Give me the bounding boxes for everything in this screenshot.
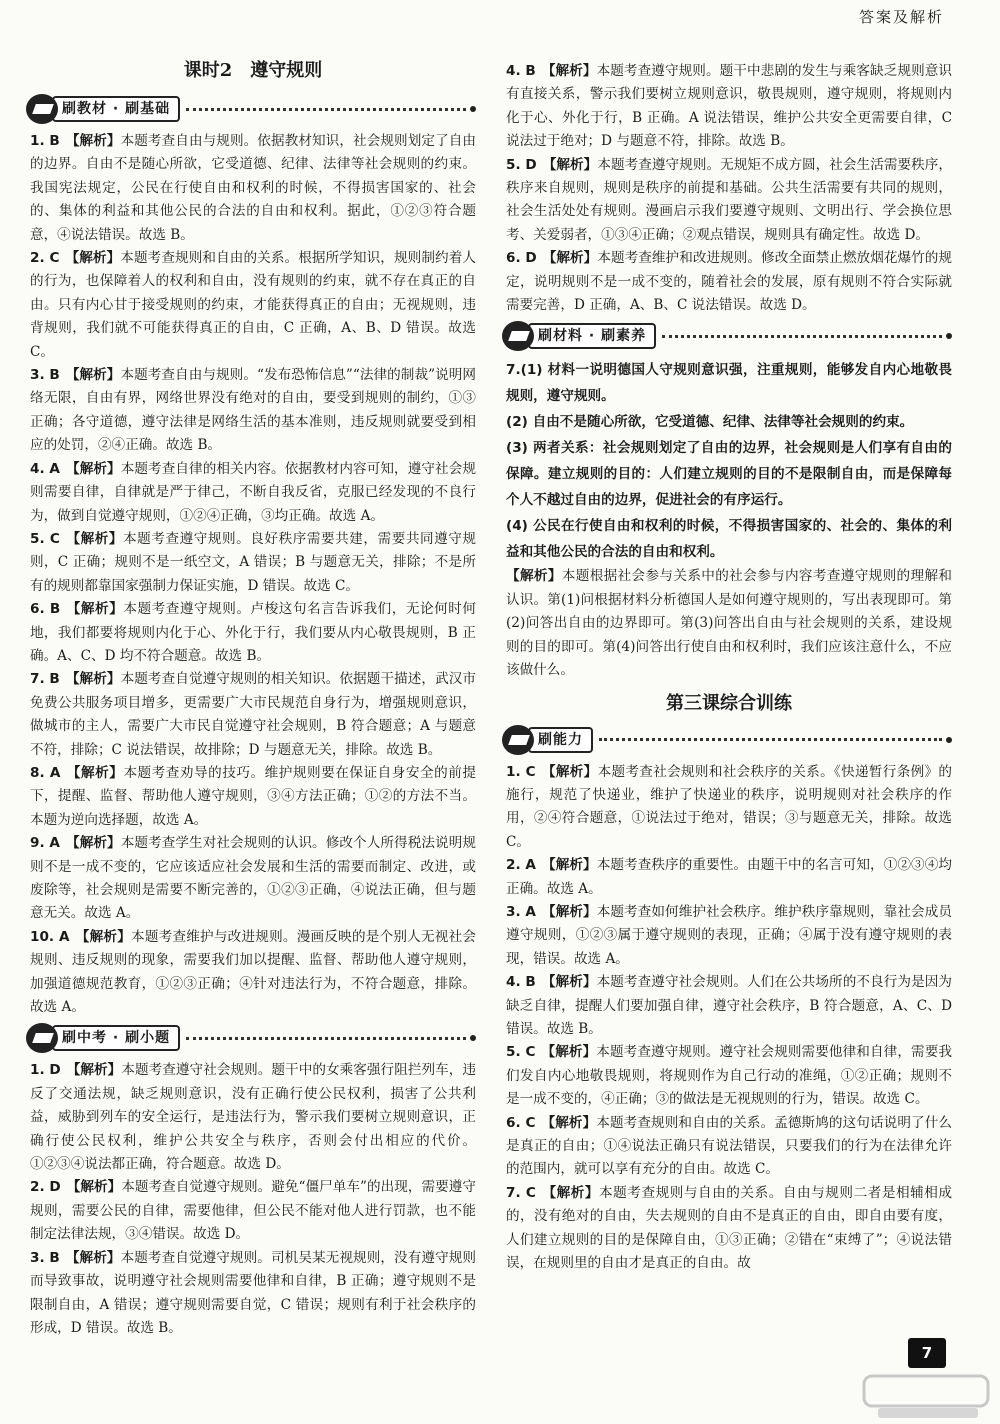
- analysis-text: 本题考查自觉遵守规则。司机吴某无视规则，没有遵守规则而导致事故，说明遵守社会规则需要他律和自律，B 正确；遵守规则不是限制自由，A 错误；遵守规则需要自觉，C 错误；规则有利于社会秩序的形成，D 错误。故选 B。: [30, 1249, 477, 1336]
- divider: [599, 738, 942, 741]
- divider: [662, 335, 942, 338]
- analysis-text: 本题考查遵守社会规则。人们在公共场所的不良行为是因为缺乏自律，提醒人们要加强自律，遵守社会秩序，B 符合题意，A、C、D 错误。故选 B。: [506, 974, 953, 1037]
- analysis-tag: 【解析】: [506, 568, 562, 585]
- left-column: [30, 58, 476, 1340]
- material-answer-4: (4) 公民在行使自由和权利的时候，不得损害国家的、社会的、集体的利益和其他公民的合法的自由和权利。: [506, 518, 952, 561]
- analysis-text: 本题考查遵守规则。卢梭这句名言告诉我们，无论何时何地，我们都要将规则内化于心、外化于行，我们要从内心敬畏规则，B 正确。A、C、D 均不符合题意。故选 B。: [30, 601, 477, 664]
- analysis-text: 本题考查遵守社会规则。题干中的女乘客强行阻拦列车，违反了交通法规，缺乏规则意识，没有正确行使公民权利，损害了公共利益，威胁到列车的安全运行，是违法行为，警示我们要树立规则意识，正确行使公民权利，维护公共安全与秩序，否则会付出相应的代价。①②③④说法都正确，符合题意。故选 D。: [30, 1062, 477, 1173]
- answer-item: [506, 971, 952, 1041]
- analysis-text: 本题考查自觉遵守规则。避免“僵尸单车”的出现，需要遵守规则，需要公民的自律，需要他律，但公民不能对他人进行罚款，也不能制定法律法规，③④错误。故选 D。: [30, 1179, 477, 1243]
- unit-title: 第三课综合训练: [666, 692, 792, 714]
- analysis-text: 本题考查遵守规则。题干中悲剧的发生与乘客缺乏规则意识有直接关系，警示我们要树立规则意识，敬畏规则，遵守规则，将规则内化于心、外化于行，B 正确。A 说法错误，维护公共安全更需要自律，C 说法过于绝对；D 与题意不符，排除。故选 B。: [506, 63, 953, 150]
- analysis-tag: 【解析】: [66, 1062, 122, 1079]
- analysis-tag: 【解析】: [541, 1184, 600, 1201]
- analysis-tag: 【解析】: [65, 530, 124, 547]
- answer-item: [30, 762, 476, 832]
- item-number: 3. A: [506, 903, 536, 920]
- section-banner-exam: [26, 1023, 476, 1053]
- item-number: 4. B: [506, 974, 536, 991]
- section-banner-basics: [26, 94, 476, 124]
- item-number: 2. C: [30, 250, 60, 267]
- right-column: [506, 60, 952, 1275]
- analysis-text: 本题考查规则和自由的关系。根据所学知识，规则制约着人的行为，也保障着人的权利和自由，没有规则的约束，就不存在真正的自由。只有内心甘于接受规则的约束，才能获得真正的自由；无视规则，违背规则，我们就不可能获得真正的自由，C 正确，A、B、D 错误。故选 C。: [30, 250, 477, 360]
- watermark-logo: [862, 1374, 990, 1420]
- item-number: 4. B: [506, 63, 536, 79]
- item-number: 7. C: [506, 1184, 536, 1201]
- section-label: 刷中考 · 刷小题: [52, 1025, 180, 1051]
- lesson-name: 遵守规则: [250, 60, 323, 81]
- answer-item: [506, 247, 952, 317]
- basics-answer-list: [30, 130, 476, 1019]
- item-number: 6. D: [506, 250, 537, 267]
- material-analysis: [506, 565, 952, 682]
- answer-item: [506, 901, 952, 971]
- section-label: 刷教材 · 刷基础: [52, 96, 180, 122]
- material-answer-1: [506, 357, 952, 409]
- analysis-text: 本题考查自觉遵守规则的相关知识。依据题干描述，武汉市免费公共服务项目增多，更需要广大市民规范自身行为，增强规则意识，做城市的主人，需要广大市民自觉遵守社会规则，B 符合题意；A 与题意不符，排除；C 说法错误，故排除；D 与题意无关，排除。故选 B。: [30, 671, 477, 758]
- item-number: 3. B: [30, 367, 60, 384]
- answer-item: [506, 1182, 952, 1276]
- section-banner-ability: [502, 725, 952, 755]
- analysis-text: 本题考查秩序的重要性。由题干中的名言可知，①②③④均正确。故选 A。: [506, 857, 952, 897]
- analysis-text: 本题考查社会规则和社会秩序的关系。《快递暂行条例》的施行，规范了快递业，维护了快递业的秩序，说明规则对社会秩序的作用，②④符合题意，①说法过于绝对，错误；③与题意无关，排除。故选 C。: [506, 763, 953, 850]
- analysis-tag: 【解析】: [75, 928, 132, 945]
- item-number: 4. A: [30, 460, 60, 477]
- answer-item: [30, 528, 476, 598]
- ability-answer-list: [506, 761, 952, 1276]
- material-answer-2: (2) 自由不是随心所欲，它受道德、纪律、法律等社会规则的约束。: [506, 414, 914, 431]
- exam-answer-list: [30, 1059, 476, 1340]
- page-number: 7: [908, 1338, 946, 1368]
- item-number: 7. B: [30, 671, 60, 688]
- answer-item: [30, 130, 476, 247]
- section-banner-material: [502, 321, 952, 351]
- answer-item: [30, 1176, 476, 1246]
- item-number: 7.: [506, 362, 521, 379]
- analysis-text: 本题考查规则与自由的关系。自由与规则二者是相辅相成的，没有绝对的自由，失去规则的自由不是真正的自由，即自由要有度，人们建立规则的目的是保障自由，①③正确；②错在“束缚了”；④说法错误，在规则里的自由才是真正的自由。故: [506, 1184, 953, 1272]
- analysis-text: 本题考查维护和改进规则。修改全面禁止燃放烟花爆竹的规定，说明规则不是一成不变的，随着社会的发展，原有规则不符合实际就需要完善，D 正确，A、B、C 说法错误。故选 D。: [506, 250, 953, 314]
- analysis-tag: 【解析】: [65, 133, 121, 149]
- item-number: 5. D: [506, 156, 537, 173]
- dot-icon: [946, 333, 952, 339]
- analysis-text: 本题考查自由与规则。“发布恐怖信息”“法律的制裁”说明网络无限，自由有界，网络世界没有绝对的自由，要受到规则的制约，①③正确；各守道德，遵守法律是网络生活的基本准则，违反规则就要受到相应的处罚，②④正确。故选 B。: [30, 367, 477, 454]
- continued-answer-list: [506, 60, 952, 317]
- answer-item: [506, 1041, 952, 1111]
- analysis-tag: 【解析】: [65, 835, 121, 852]
- analysis-text: 本题考查自由与规则。依据教材知识，社会规则划定了自由的边界。自由不是随心所欲，它受道德、纪律、法律等社会规则的约束。我国宪法规定，公民在行使自由和权利的时候，不得损害国家的、社会的、集体的利益和其他公民的合法的自由和权利。据此，①②③符合题意，④说法错误。故选 B。: [30, 133, 477, 243]
- item-number: 1. D: [30, 1062, 61, 1079]
- item-number: 3. B: [30, 1249, 60, 1266]
- answer-item: [30, 247, 476, 364]
- answer-item: [30, 458, 476, 528]
- analysis-tag: 【解析】: [542, 250, 598, 267]
- dot-icon: [470, 106, 476, 112]
- answer-item: [506, 60, 952, 154]
- analysis-text: 本题考查劝导的技巧。维护规则要在保证自身安全的前提下，提醒、监督、帮助他人遵守规则，③④方法正确；①②的方法不当。本题为逆向选择题，故选 A。: [30, 764, 476, 828]
- item-number: 5. C: [30, 530, 60, 547]
- answer-item: [30, 364, 476, 458]
- analysis-tag: 【解析】: [541, 974, 597, 991]
- analysis-tag: 【解析】: [65, 460, 121, 477]
- analysis-text: 本题考查遵守规则。良好秩序需要共建，需要共同遵守规则，C 正确；规则不是一纸空文，A 错误；B 与题意无关，排除；不是所有的规则都靠国家强制力保证实施，D 错误。故选 C。: [30, 530, 477, 594]
- analysis-tag: 【解析】: [65, 367, 121, 384]
- analysis-tag: 【解析】: [65, 671, 121, 688]
- item-number: 6. B: [30, 601, 61, 618]
- answer-item: [30, 598, 476, 668]
- answer-text: (1) 材料一说明德国人守规则意识强，注重规则，能够发自内心地敬畏规则，遵守规则。: [506, 362, 952, 405]
- section-label: 刷能力: [528, 727, 593, 753]
- answer-item: [30, 926, 476, 1020]
- header-label: 答案及解析: [858, 8, 944, 26]
- answer-item: [30, 1059, 476, 1176]
- item-number: 6. C: [506, 1114, 536, 1131]
- item-number: 10. A: [30, 928, 70, 945]
- analysis-text: 本题考查遵守规则。无规矩不成方圆，社会生活需要秩序，秩序来自规则，规则是秩序的前提和基础。公共生活需要有共同的规则，社会生活处处有规则。漫画启示我们要遵守规则、文明出行、学会换位思考、关爱弱者，①③④正确；②观点错误，规则具有确定性。故选 D。: [506, 156, 953, 243]
- analysis-tag: 【解析】: [65, 250, 121, 267]
- dot-icon: [946, 737, 952, 743]
- analysis-tag: 【解析】: [66, 601, 124, 618]
- lesson-title: [30, 58, 476, 84]
- analysis-tag: 【解析】: [541, 63, 597, 79]
- analysis-tag: 【解析】: [66, 1179, 122, 1196]
- analysis-tag: 【解析】: [542, 156, 598, 173]
- item-number: 8. A: [30, 764, 61, 781]
- dot-icon: [470, 1035, 476, 1041]
- material-answer-3: (3) 两者关系：社会规则划定了自由的边界，社会规则是人们享有自由的保障。建立规则的目的：人们建立规则的目的不是限制自由，而是保障每个人不越过自由的边界，促进社会的有序运行。: [506, 440, 952, 509]
- analysis-text: 本题考查学生对社会规则的认识。修改个人所得税法说明规则不是一成不变的，它应该适应社会发展和生活的需要而制定、改进，或废除等，社会规则是需要不断完善的，①②③正确，④说法正确，但与题意无关。故选 A。: [30, 835, 476, 922]
- item-number: 9. A: [30, 835, 60, 852]
- analysis-text: 本题考查规则和自由的关系。孟德斯鸠的这句话说明了什么是真正的自由；①④说法正确只有说法错误，只要我们的行为在法律允许的范围内，就可以享有充分的自由。故选 C。: [506, 1114, 953, 1178]
- analysis-tag: 【解析】: [541, 903, 597, 920]
- answer-item: [30, 1247, 476, 1341]
- answer-item: [30, 668, 476, 762]
- section-label: 刷材料 · 刷素养: [528, 323, 656, 349]
- item-number: 2. A: [506, 857, 536, 874]
- analysis-text: 本题考查如何维护社会秩序。维护秩序靠规则，靠社会成员遵守规则，①②③属于遵守规则的表现，正确；④属于没有遵守规则的表现，错误。故选 A。: [506, 903, 952, 967]
- analysis-tag: 【解析】: [66, 764, 124, 781]
- answer-item: [30, 832, 476, 926]
- answer-item: [506, 854, 952, 901]
- analysis-tag: 【解析】: [541, 1044, 597, 1061]
- item-number: 1. C: [506, 763, 536, 780]
- divider: [186, 108, 466, 111]
- analysis-text: 本题考查自律的相关内容。依据教材内容可知，遵守社会规则需要自律，自律就是严于律己，不断自我反省，克服已经发现的不良行为，做到自觉遵守规则，①②④正确，③均正确。故选 A。: [30, 460, 476, 524]
- material-answer: [506, 357, 952, 682]
- analysis-text: 本题考查维护与改进规则。漫画反映的是个别人无视社会规则、违反规则的现象，需要我们加以提醒、监督、帮助他人遵守规则，加强道德规范教育，①②③正确；④针对违法行为，不符合题意，排除。故选 A。: [30, 928, 477, 1016]
- analysis-tag: 【解析】: [541, 857, 597, 874]
- analysis-tag: 【解析】: [541, 763, 598, 780]
- divider: [186, 1037, 466, 1040]
- answer-item: [506, 1112, 952, 1182]
- brush-icon: [26, 94, 58, 124]
- analysis-tag: 【解析】: [65, 1249, 121, 1266]
- brush-icon: [502, 725, 534, 755]
- analysis-text: 本题考查遵守规则。遵守社会规则需要他律和自律，需要我们发自内心地敬畏规则，将规则作为自己行动的准绳，①②正确；规则不是一成不变的，④正确；③的做法是无视规则的行为，错误。故选 C。: [506, 1044, 953, 1108]
- item-number: 1. B: [30, 133, 60, 149]
- item-number: 2. D: [30, 1179, 61, 1196]
- item-number: 5. C: [506, 1044, 536, 1061]
- answer-item: [506, 154, 952, 248]
- analysis-text: 本题根据社会参与关系中的社会参与内容考查遵守规则的理解和认识。第(1)问根据材料分析德国人是如何遵守规则的，写出表现即可。第(2)问答出自由的边界即可。第(3)问答出自由与社会规则的关系，建设规则的目的即可。第(4)问答出行使自由和权利时，我们应该注意什么，不应该做什么。: [506, 568, 953, 679]
- answer-item: [506, 761, 952, 855]
- lesson-number: 课时2: [183, 60, 233, 81]
- analysis-tag: 【解析】: [541, 1114, 597, 1131]
